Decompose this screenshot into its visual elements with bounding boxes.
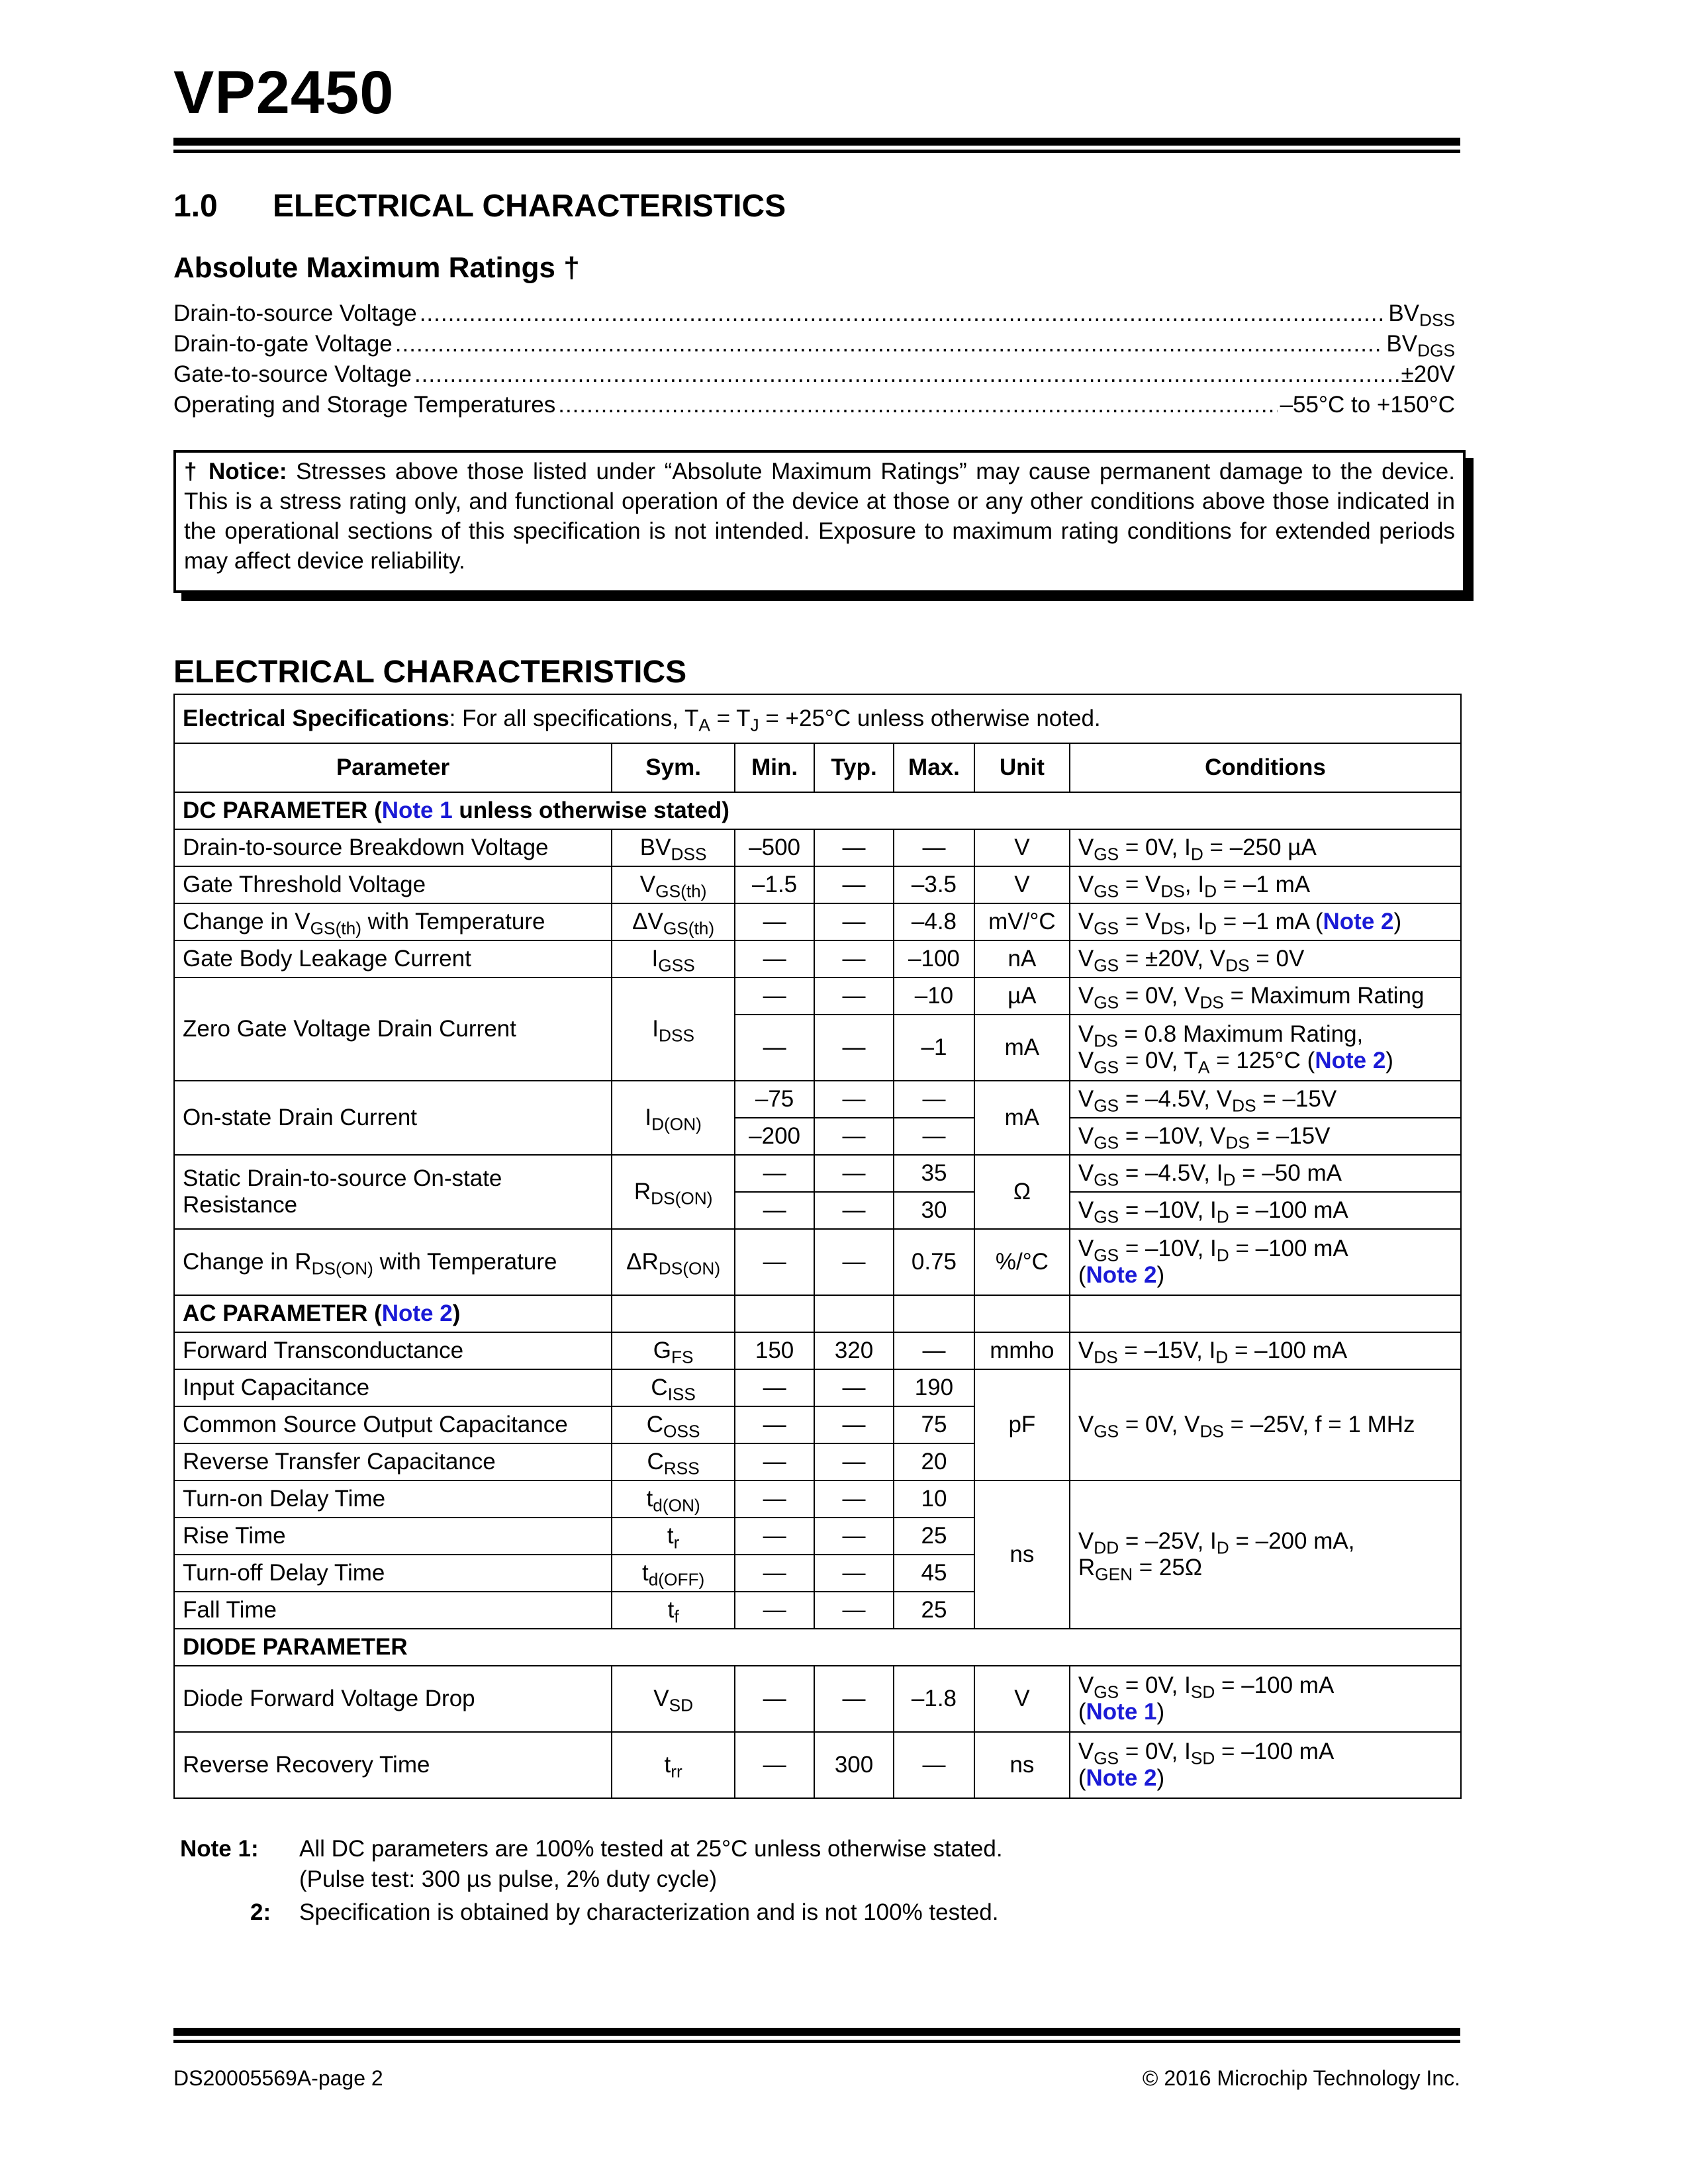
note-2-link[interactable]: Note 2 [1323,909,1394,934]
table-row: Turn-off Delay Time $t_{d(OFF)}$ — — 45 [174,1555,1461,1592]
ac-section-title: AC PARAMETER (Note 2) [174,1295,612,1332]
rating-label: Drain-to-source Voltage [173,300,417,326]
table-row: Rise Time $t_r$ — — 25 [174,1518,1461,1555]
footer-doc-id: DS20005569A-page 2 [173,2066,383,2090]
note-2-text: Specification is obtained by characterization and is not 100% tested. [299,1899,999,1925]
note-2-link[interactable]: Note 2 [1086,1765,1157,1791]
table-row: Reverse Recovery Time $t_{rr}$ — 300 — ns $V_{GS} = 0V$, $I_{SD} = -100$ mA (Note 2) [174,1732,1461,1798]
col-header: Min. [735,743,814,792]
notice-text: Stresses above those listed under “Absolute Maximum Ratings” may cause permanent damage to the device. This is a stress rating only, and functional operation of the device at those or any other conditions above those indicated in the operational sections of this specification is not intended. Exposure to maximum rating conditions for extended periods may affect device reliability. [184,459,1455,574]
note-2-link[interactable]: Note 2 [1086,1262,1157,1288]
table-row: On-state Drain Current $I_{D(ON)}$ –75 — — mA $V_{GS} = -4.5V$, $V_{DS} = -15V$ [174,1081,1461,1118]
note-1-link[interactable]: Note 1 [381,797,453,823]
note-2-label: 2: [250,1899,271,1925]
dc-section-title: DC PARAMETER (Note 1 unless otherwise stated) [174,792,1461,829]
rating-row [173,331,1455,360]
absolute-max-heading: Absolute Maximum Ratings † [173,251,580,284]
electrical-characteristics-table [173,694,1462,1799]
rating-row [173,300,1455,330]
note-2-link[interactable]: Note 2 [381,1300,453,1326]
rating-value: $BV_{DSS}$ [1388,300,1455,330]
rating-label: Drain-to-gate Voltage [173,331,393,357]
rating-row [173,392,1455,421]
col-header: Max. [894,743,974,792]
table-row: Common Source Output Capacitance $C_{OSS}$ — — 75 [174,1406,1461,1443]
table-row: Zero Gate Voltage Drain Current $I_{DSS}$ — — –10 µA $V_{GS} = 0V$, $V_{DS}$ = Maximum Rating [174,978,1461,1015]
footer-rule-thin [173,2040,1460,2043]
section-row [174,1295,1461,1332]
col-header: Unit [974,743,1070,792]
spec-conditions-row: Electrical Specifications: For all specifications, $T_A = T_J = +25^\circ C$ unless otherwise noted. [174,694,1461,743]
table-row: Gate Body Leakage Current $I_{GSS}$ — — –100 nA $V_{GS} = \pm 20V$, $V_{DS} = 0V$ [174,940,1461,978]
rating-label: Operating and Storage Temperatures [173,392,556,418]
col-header: Conditions [1070,743,1461,792]
table-header-row [174,743,1461,792]
rating-value: ±20V [1401,361,1455,387]
note-2-link[interactable]: Note 2 [1315,1048,1386,1073]
note-1-text-2: (Pulse test: 300 µs pulse, 2% duty cycle) [299,1866,718,1892]
section-number: 1.0 [173,189,218,224]
rating-value: –55°C to +150°C [1280,392,1455,418]
col-header: Sym. [612,743,735,792]
table-heading: ELECTRICAL CHARACTERISTICS [173,655,687,690]
table-row: Input Capacitance $C_{ISS}$ — — 190 pF $V_{GS} = 0V$, $V_{DS} = -25V$, f = 1 MHz [174,1369,1461,1406]
table-row: Diode Forward Voltage Drop $V_{SD}$ — — –1.8 V $V_{GS} = 0V$, $I_{SD} = -100$ mA (Note 1) [174,1666,1461,1732]
rating-value: $BV_{DGS}$ [1386,331,1455,361]
table-row: Drain-to-source Breakdown Voltage $BV_{DSS}$ –500 — — V $V_{GS} = 0V$, $I_D = -250$ µA [174,829,1461,866]
diode-section-title: DIODE PARAMETER [174,1629,1461,1666]
col-header: Parameter [174,743,612,792]
table-row: — — 30 $V_{GS} = -10V$, $I_D = -100$ mA [174,1192,1461,1229]
document-title: VP2450 [173,59,395,126]
col-header: Typ. [814,743,894,792]
table-row: Change in $V_{GS(th)}$ with Temperature $\Delta V_{GS(th)}$ — — –4.8 mV/°C $V_{GS} = V_{DS}$, $I_D = -1$ mA (Note 2) [174,903,1461,940]
header-rule-thin [173,150,1460,153]
table-row: Fall Time $t_f$ — — 25 [174,1592,1461,1629]
notice-box [173,450,1466,593]
header-rule [173,138,1460,146]
section-title: ELECTRICAL CHARACTERISTICS [273,189,786,224]
table-row: Gate Threshold Voltage $V_{GS(th)}$ –1.5 — –3.5 V $V_{GS} = V_{DS}$, $I_D = -1$ mA [174,866,1461,903]
table-row: — — –1 mA $V_{DS} = 0.8$ Maximum Rating, $V_{GS} = 0V$, $T_A = 125^\circ C$ (Note 2) [174,1015,1461,1081]
table-row: Static Drain-to-source On-state Resistance $R_{DS(ON)}$ — — 35 Ω $V_{GS} = -4.5V$, $I_D = -50$ mA [174,1155,1461,1192]
rating-label: Gate-to-source Voltage [173,361,412,387]
table-row: Turn-on Delay Time $t_{d(ON)}$ — — 10 ns $V_{DD} = -25V$, $I_D = -200$ mA, $R_{GEN} = 25\Omega$ [174,1480,1461,1518]
notice-lead: † Notice: [184,459,287,484]
table-row: Change in $R_{DS(ON)}$ with Temperature $\Delta R_{DS(ON)}$ — — 0.75 %/°C $V_{GS} = -10V$, $I_D = -100$ mA (Note 2) [174,1229,1461,1295]
note-1-label: Note 1: [180,1836,259,1862]
footer-copyright: © 2016 Microchip Technology Inc. [1142,2066,1460,2090]
note-1-text: All DC parameters are 100% tested at 25°C unless otherwise stated. [299,1836,1003,1862]
footer-rule [173,2028,1460,2036]
table-row: –200 — — $V_{GS} = -10V$, $V_{DS} = -15V$ [174,1118,1461,1155]
note-1-link[interactable]: Note 1 [1086,1699,1157,1725]
table-row: Forward Transconductance $G_{FS}$ 150 320 — mmho $V_{DS} = -15V$, $I_D = -100$ mA [174,1332,1461,1369]
table-row: Reverse Transfer Capacitance $C_{RSS}$ — — 20 [174,1443,1461,1480]
rating-row [173,361,1455,390]
